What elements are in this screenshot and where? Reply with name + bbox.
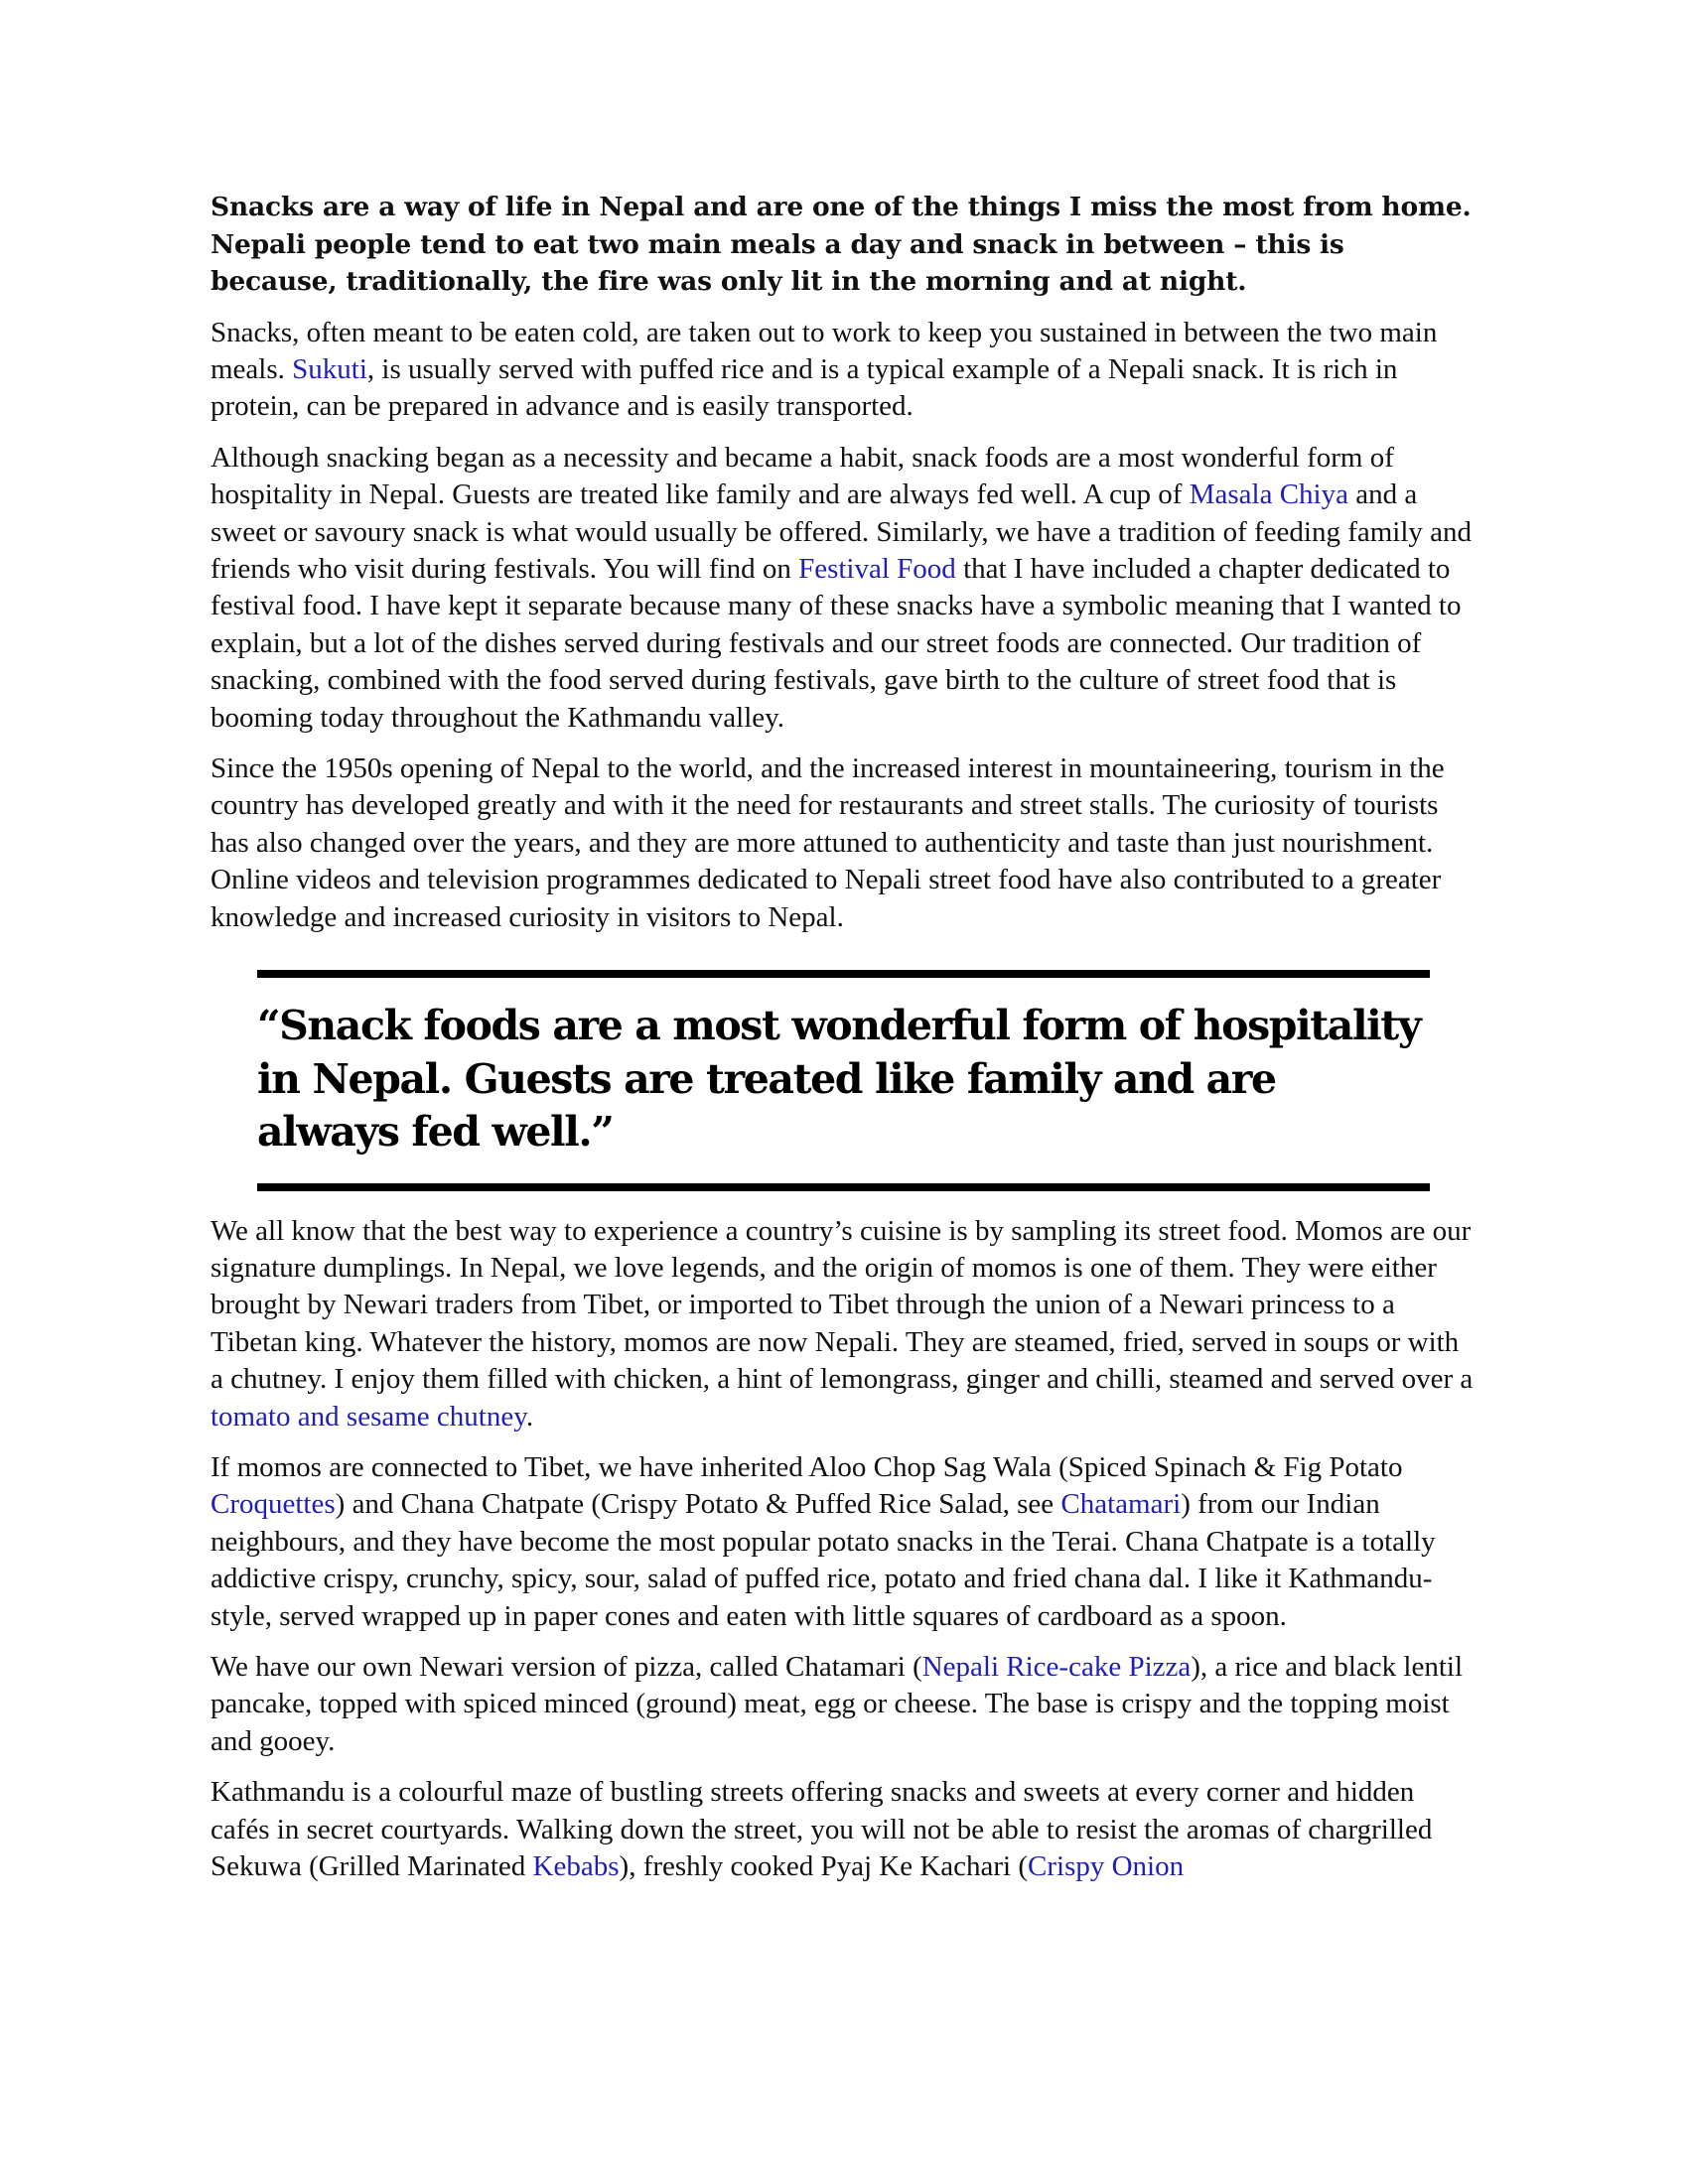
text-run: ) and Chana Chatpate (Crispy Potato & Puffed Rice Salad, see xyxy=(335,1488,1061,1521)
link-chatamari[interactable]: Chatamari xyxy=(1060,1488,1182,1521)
text-run: ), a rice and black lentil pancake, topped with spiced minced (ground) meat, egg or cheese. The base is crispy and the topping moist and gooey. xyxy=(211,1650,1464,1757)
pull-quote-top-rule xyxy=(257,970,1430,978)
pull-quote-bottom-rule xyxy=(257,1183,1430,1191)
link-nepali-rice-cake-pizza[interactable]: Nepali Rice-cake Pizza xyxy=(921,1650,1192,1683)
link-festival-food[interactable]: Festival Food xyxy=(798,552,956,585)
link-sukuti[interactable]: Sukuti xyxy=(292,352,367,385)
link-tomato-sesame-chutney[interactable]: tomato and sesame chutney xyxy=(211,1400,526,1433)
text-run: Snacks, often meant to be eaten cold, are taken out to work to keep you sustained in between the two main meals. xyxy=(211,316,1438,385)
paragraph-momos xyxy=(211,1213,1477,1435)
text-run: and a sweet or savoury snack is what would usually be offered. Similarly, we have a tradition of feeding family and friends who visit during festivals. You will find on xyxy=(211,478,1473,585)
pull-quote-text: “Snack foods are a most wonderful form of hospitality in Nepal. Guests are treated like family and are always fed well.” xyxy=(257,1002,1421,1156)
pull-quote xyxy=(257,970,1430,1191)
text-run: ), freshly cooked Pyaj Ke Kachari ( xyxy=(619,1850,1029,1882)
text-run: , is usually served with puffed rice and is a typical example of a Nepali snack. It is rich in protein, can be prepared in advance and is easily transported. xyxy=(211,352,1398,423)
link-croquettes[interactable]: Croquettes xyxy=(211,1488,336,1521)
link-masala-chiya[interactable]: Masala Chiya xyxy=(1189,478,1348,511)
text-run: . xyxy=(525,1400,534,1433)
paragraph-newari-pizza xyxy=(211,1649,1477,1760)
text-run: Kathmandu is a colourful maze of bustling streets offering snacks and sweets at every corner and hidden cafés in secret courtyards. Walking down the street, you will not be able to resist the aromas of chargrilled Sekuwa (Grilled Marinated xyxy=(211,1776,1433,1882)
page-content xyxy=(211,189,1477,1899)
text-run: If momos are connected to Tibet, we have inherited Aloo Chop Sag Wala (Spiced Spinach & Fig Potato xyxy=(211,1450,1403,1483)
text-run: that I have included a chapter dedicated to festival food. I have kept it separate because many of these snacks have a symbolic meaning that I wanted to explain, but a lot of the dishes served during festivals and our street foods are connected. Our tradition of snacking, combined with the food served during festivals, gave birth to the culture of street food that is booming today throughout the Kathmandu valley. xyxy=(211,552,1462,734)
intro-paragraph: Snacks are a way of life in Nepal and are one of the things I miss the most from home. Nepali people tend to eat two main meals a day and snack in between – this is because, traditionally, the fire was only lit in the morning and at night. xyxy=(211,192,1472,297)
paragraph-snacks-cold xyxy=(211,315,1477,426)
paragraph-tourism: Since the 1950s opening of Nepal to the world, and the increased interest in mountaineering, tourism in the country has developed greatly and with it the need for restaurants and street stalls. The curiosity of tourists has also changed over the years, and they are more attuned to authenticity and taste than just nourishment. Online videos and television programmes dedicated to Nepali street food have also contributed to a greater knowledge and increased curiosity in visitors to Nepal. xyxy=(211,751,1445,933)
text-run: ) from our Indian neighbours, and they have become the most popular potato snacks in the Terai. Chana Chatpate is a totally addictive crispy, crunchy, spicy, sour, salad of puffed rice, potato and fried chana dal. I like it Kathmandu-style, served wrapped up in paper cones and eaten with little squares of cardboard as a spoon. xyxy=(211,1488,1436,1632)
paragraph-potato-snacks xyxy=(211,1449,1477,1635)
text-run: We all know that the best way to experience a country’s cuisine is by sampling its street food. Momos are our signature dumplings. In Nepal, we love legends, and the origin of momos is one of them. They were either brought by Newari traders from Tibet, or imported to Tibet through the union of a Newari princess to a Tibetan king. Whatever the history, momos are now Nepali. They are steamed, fried, served in soups or with a chutney. I enjoy them filled with chicken, a hint of lemongrass, ginger and chilli, steamed and served over a xyxy=(211,1214,1474,1396)
link-kebabs[interactable]: Kebabs xyxy=(532,1850,620,1882)
paragraph-hospitality xyxy=(211,440,1477,737)
paragraph-kathmandu-streets xyxy=(211,1774,1477,1885)
link-crispy-onion[interactable]: Crispy Onion xyxy=(1028,1850,1185,1882)
text-run: Although snacking began as a necessity and became a habit, snack foods are a most wonderful form of hospitality in Nepal. Guests are treated like family and are always fed well. A cup of xyxy=(211,441,1394,511)
text-run: We have our own Newari version of pizza, called Chatamari ( xyxy=(211,1650,922,1683)
